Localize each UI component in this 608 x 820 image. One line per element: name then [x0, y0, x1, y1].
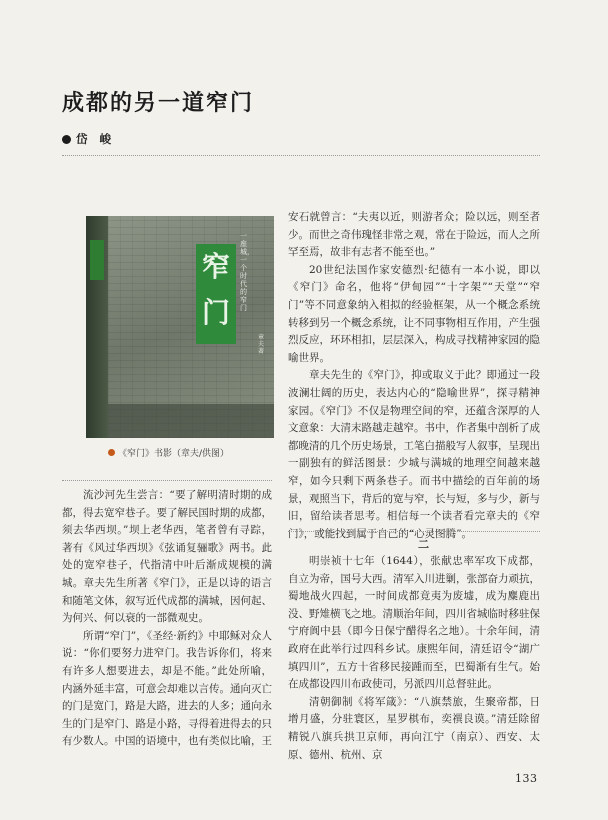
- cover-band: [108, 404, 274, 438]
- caption-text: 《窄门》书影（章夫/供图）: [118, 449, 230, 459]
- author-name: 岱 峻: [76, 132, 116, 146]
- cover-subtitle: 一座城，一个时代的窄门: [240, 232, 254, 312]
- paragraph: 20世纪法国作家安德烈·纪德有一本小说，即以《窄门》命名，他将“伊甸园”“十字架”“天堂”“窄门”等不同意象纳入相拟的经验框架，从一个概念系统转移到另一个概念系统，让不同事物相互作用，产生强烈反应，环环相扣，层层深入，构成寻找精神家园的隐喻世界。: [288, 263, 540, 364]
- book-cover: [108, 216, 274, 438]
- section-divider: [288, 531, 540, 532]
- left-divider: [62, 480, 272, 481]
- spine-mark: [90, 240, 104, 280]
- paragraph: 清朝御制《将军箴》：“八旗禁旅，生聚帝都，日增月盛，分驻寰区，星罗棋布，奕禩良谟。”清廷除留精锐八旗兵拱卫京师，再向江宁（南京）、西安、太原、德州、杭州、京: [288, 695, 540, 761]
- section-number: 二: [418, 538, 429, 551]
- paragraph: 章夫先生的《窄门》，抑或取义于此？即通过一段波澜壮阔的历史，表达内心的“隐喻世界”，探寻精神家园。《窄门》不仅是物理空间的窄，还蕴含深厚的人文意象：大清末路越走越窄。书中，作者集中剖析了成都晚清的几个历史场景，工笔白描般写人叙事，呈现出一副独有的鲜活图景：少城与满城的地理空间越来越窄，如今只剩下两条巷子。而书中描绘的百年前的场景，观照当下，背后的宽与窄，长与短，多与少，新与旧，留给读者思考。相信每一个读者看完章夫的《窄门》，或能找到属于自己的“心灵图腾”。: [288, 369, 540, 540]
- paragraph: 安石就曾言：“夫夷以近，则游者众；险以远，则至者少。而世之奇伟瑰怪非常之观，常在于险远，而人之所罕至焉，故非有志者不能至也。”: [288, 211, 540, 259]
- paragraph: 明崇祯十七年（1644），张献忠率军攻下成都，自立为帝，国号大西。清军入川进剿，张部奋力顽抗，蜀地战火四起，一时间成都竟夷为废墟，成为麋鹿出没、野雉横飞之地。清顺治年间，四川省城临时移驻保宁府阆中县（即今日保宁醋得名之地）。十余年间，清政府在此举行过四科乡试。康熙年间，清廷诏令“湖广填四川”，五方十省移民接踵而至，巴蜀渐有生气。始在成都设四川布政使司，另派四川总督驻此。: [288, 555, 540, 691]
- paragraph: 所谓“窄门”，《圣经·新约》中耶稣对众人说：“你们要努力进窄门。我告诉你们，将来有许多人想要进去，却是不能。”此处所喻，内涵外延丰富，可意会却难以言传。通向灭亡的门是宽门，路是大路，进去的人多；通向永生的门是窄门、路是小路，寻得着进得去的只有少数人。中国的语境中，也有类似比喻，王: [62, 629, 272, 748]
- figure-caption: [108, 446, 229, 459]
- article-title: 成都的另一道窄门: [62, 91, 255, 116]
- book-spine: [86, 216, 108, 438]
- book-cover-image: [86, 216, 274, 438]
- caption-marker-icon: [108, 449, 115, 456]
- bullet-icon: [62, 135, 71, 144]
- article-author: [62, 131, 115, 147]
- cover-title: 窄门: [196, 244, 236, 344]
- right-column-top: [288, 209, 540, 543]
- page-number: 133: [515, 772, 538, 785]
- cover-author: 章夫 著: [258, 334, 265, 355]
- left-column: [62, 487, 272, 751]
- paragraph: 流沙河先生尝言：“要了解明清时期的成都，得去宽窄巷子。要了解民国时期的成都，须去华西坝。”坝上老华西，笔者曾有寻踪，著有《风过华西坝》《弦诵复骊歌》两书。此处的宽窄巷子，代指清中叶后渐成规模的满城。章夫先生所著《窄门》，正是以诗的语言和随笔文体，叙写近代成都的满城，因何起、为何兴、何以衰的一部微观史。: [62, 489, 272, 625]
- title-divider: [62, 155, 540, 156]
- right-column-bottom: [288, 553, 540, 764]
